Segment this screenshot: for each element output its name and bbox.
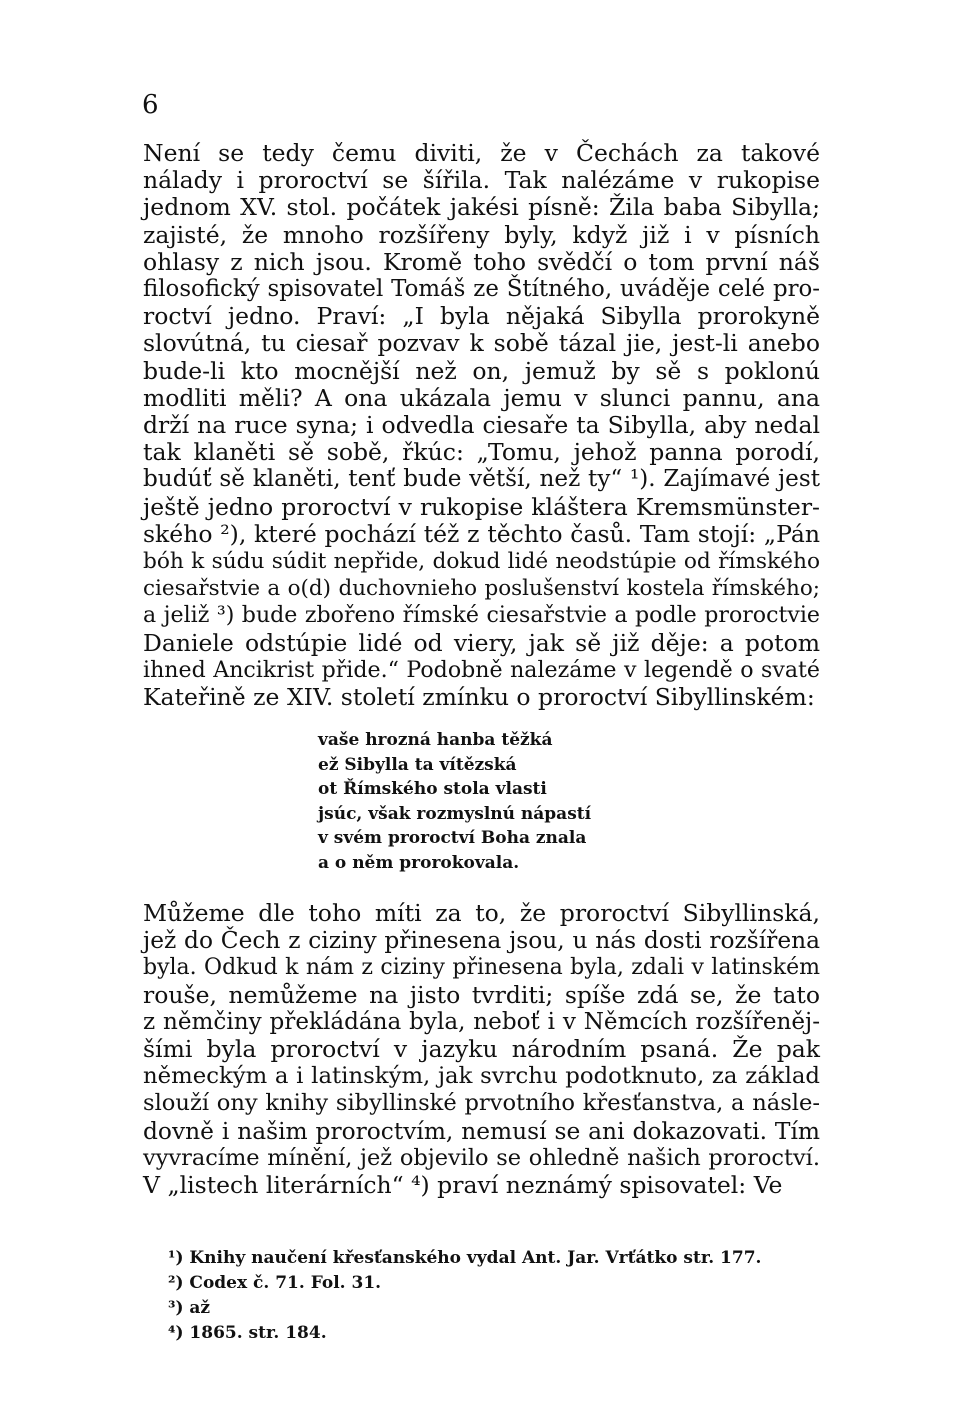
text-line: byla. Odkud k nám z ciziny přinesena byla, zdali v latinském — [143, 955, 820, 981]
verse-line: ot Římského stola vlasti — [318, 779, 547, 799]
verse-line: jsúc, však rozmyslnú nápastí — [318, 803, 592, 824]
paragraph-1 — [143, 140, 820, 711]
text-line: dovně i našim proroctvím, nemusí se ani dokazovati. Tím — [143, 1117, 820, 1145]
text-line: jednom XV. stol. počátek jakési písně: Žila baba Sibylla; — [143, 193, 820, 222]
footnote-2: ²) Codex č. 71. Fol. 31. — [168, 1273, 382, 1293]
footnote-1: ¹) Knihy naučení křesťanského vydal Ant. Jar. Vrťátko str. 177. — [168, 1248, 762, 1268]
text-line: roctví jedno. Praví: „I byla nějaká Sibylla prorokyně — [143, 302, 820, 331]
text-line: ciesařstvie a o(d) duchovnieho poslušenství kostela římského; — [143, 576, 820, 602]
text-line: Daniele odstúpie lidé od viery, jak sě již děje: a potom — [143, 628, 820, 657]
verse-line: v svém proroctví Boha znala — [318, 828, 587, 848]
verse-quote — [318, 728, 591, 875]
text-line: a jeliž ³) bude zbořeno římské ciesařstvie a podle proroctvie — [143, 602, 820, 629]
verse-line: a o něm prorokovala. — [318, 852, 520, 873]
footnote-3: ³) až — [168, 1298, 211, 1318]
verse-line: vaše hrozná hanba těžká — [318, 730, 553, 750]
text-line: tak klaněti sě sobě, řkúc: „Tomu, jehož panna porodí, — [143, 438, 820, 467]
footnote-4: ⁴) 1865. str. 184. — [168, 1323, 327, 1343]
text-line: ského ²), které pochází též z těchto časů. Tam stojí: „Pán — [143, 519, 820, 548]
text-line: bude-li kto mocnější než on, jemuž by sě s poklonú — [143, 356, 820, 385]
text-line: Můžeme dle toho míti za to, že proroctví Sibyllinská, — [143, 899, 820, 927]
verse-line: ež Sibylla ta vítězská — [318, 754, 517, 775]
text-line: budúť sě klaněti, tenť bude větší, než ty“ ¹). Zajímavé jest — [143, 466, 820, 493]
text-line: V „listech literárních“ ⁴) praví neznámý spisovatel: Ve — [143, 1171, 783, 1200]
text-line: Kateřině ze XIV. století zmínku o proroctví Sibyllinském: — [143, 683, 815, 712]
text-line: ihned Ancikrist přide.“ Podobně nalezáme v legendě o svaté — [143, 656, 820, 683]
text-line: vyvracíme mínění, jež objevilo se ohledně našich proroctví. — [143, 1144, 820, 1171]
text-line: z němčiny překládána byla, neboť i v Němcích rozšířeněj- — [143, 1008, 820, 1035]
text-line: drží na ruce syna; i odvedla ciesaře ta Sibylla, aby nedal — [143, 411, 820, 440]
text-line: jež do Čech z ciziny přinesena jsou, u nás dosti rozšířena — [143, 927, 820, 955]
text-line: zajisté, že mnoho rozšířeny byly, když již i v písních — [143, 220, 820, 249]
footnotes — [168, 1246, 761, 1346]
text-line: nálady i proroctví se šířila. Tak nalézáme v rukopise — [143, 166, 820, 195]
text-line: šími byla proroctví v jazyku národním psaná. Že pak — [143, 1035, 820, 1064]
text-line: slouží ony knihy sibyllinské prvotního křesťanstva, a násle- — [143, 1090, 820, 1117]
text-line: ještě jedno proroctví v rukopise kláštera Kremsmünster- — [143, 492, 820, 521]
text-line: bóh k súdu súdit nepřide, dokud lidé neodstúpie od římského — [143, 549, 820, 575]
text-line: modliti měli? A ona ukázala jemu v slunci pannu, ana — [143, 383, 820, 412]
text-line: slovútná, tu ciesař pozvav k sobě tázal jie, jest-li anebo — [143, 329, 820, 358]
text-line: ohlasy z nich jsou. Kromě toho svědčí o tom první náš — [143, 247, 820, 276]
text-line: Není se tedy čemu diviti, že v Čechách za takové — [143, 139, 820, 167]
text-line: německým a i latinským, jak svrchu podotknuto, za základ — [143, 1063, 820, 1090]
text-line: rouše, nemůžeme na jisto tvrditi; spíše zdá se, že tato — [143, 980, 820, 1009]
text-line: filosofický spisovatel Tomáš ze Štítného, uváděje celé pro- — [143, 276, 820, 303]
page-number: 6 — [142, 90, 159, 120]
paragraph-2 — [143, 900, 820, 1199]
